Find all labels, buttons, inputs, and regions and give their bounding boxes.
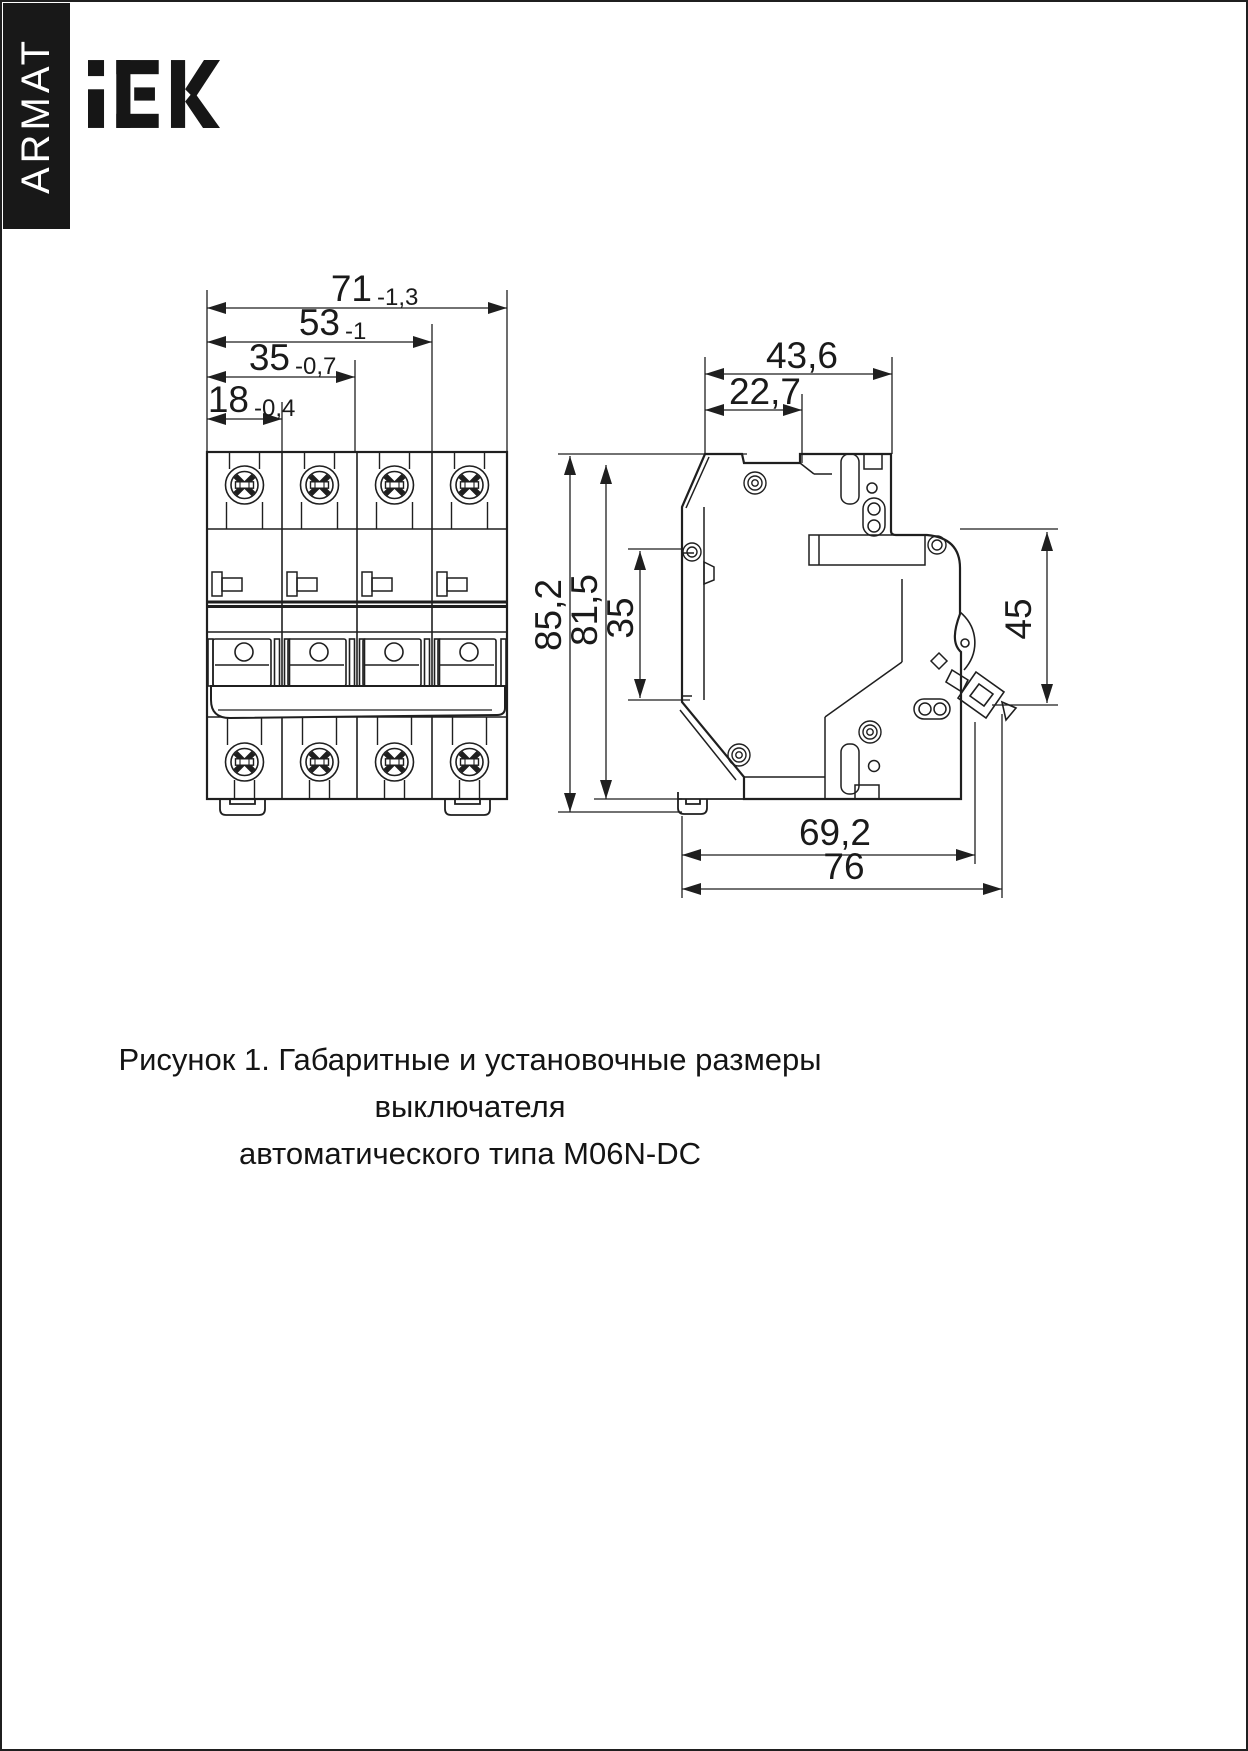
armat-banner-label: ARMAT: [14, 37, 58, 195]
dim-53-tolerance: -1: [345, 318, 367, 345]
dim-latch-span-label: 45: [998, 598, 1039, 640]
dim-18-tolerance: -0,4: [254, 395, 296, 422]
side-view-drawing: [528, 335, 1058, 898]
dim-18-label: 18: [207, 379, 249, 420]
dim-body-height-label: 81,5: [564, 573, 605, 647]
dim-71-tolerance: -1,3: [377, 284, 419, 311]
figure-caption-line1: Рисунок 1. Габаритные и установочные размеры выключателя: [118, 1042, 822, 1124]
dim-handle-offset-label: 22,7: [728, 371, 802, 412]
dim-top-width-label: 43,6: [765, 335, 839, 376]
dim-overall-depth-label: 76: [823, 846, 865, 887]
figure-caption: [80, 1036, 860, 1177]
front-view-drawing: [207, 268, 507, 815]
dim-overall-height-label: 85,2: [528, 578, 569, 652]
technical-drawing: [2, 2, 1248, 1751]
dim-35-tolerance: -0,7: [295, 353, 337, 380]
figure-caption-line2: автоматического типа M06N-DC: [239, 1136, 701, 1171]
dim-35-label: 35: [248, 337, 290, 378]
dim-71-label: 71: [330, 268, 372, 309]
dim-bottom-depth-label: 69,2: [798, 812, 872, 853]
dim-53-label: 53: [298, 302, 340, 343]
dim-mount-spacing-label: 35: [600, 597, 641, 639]
